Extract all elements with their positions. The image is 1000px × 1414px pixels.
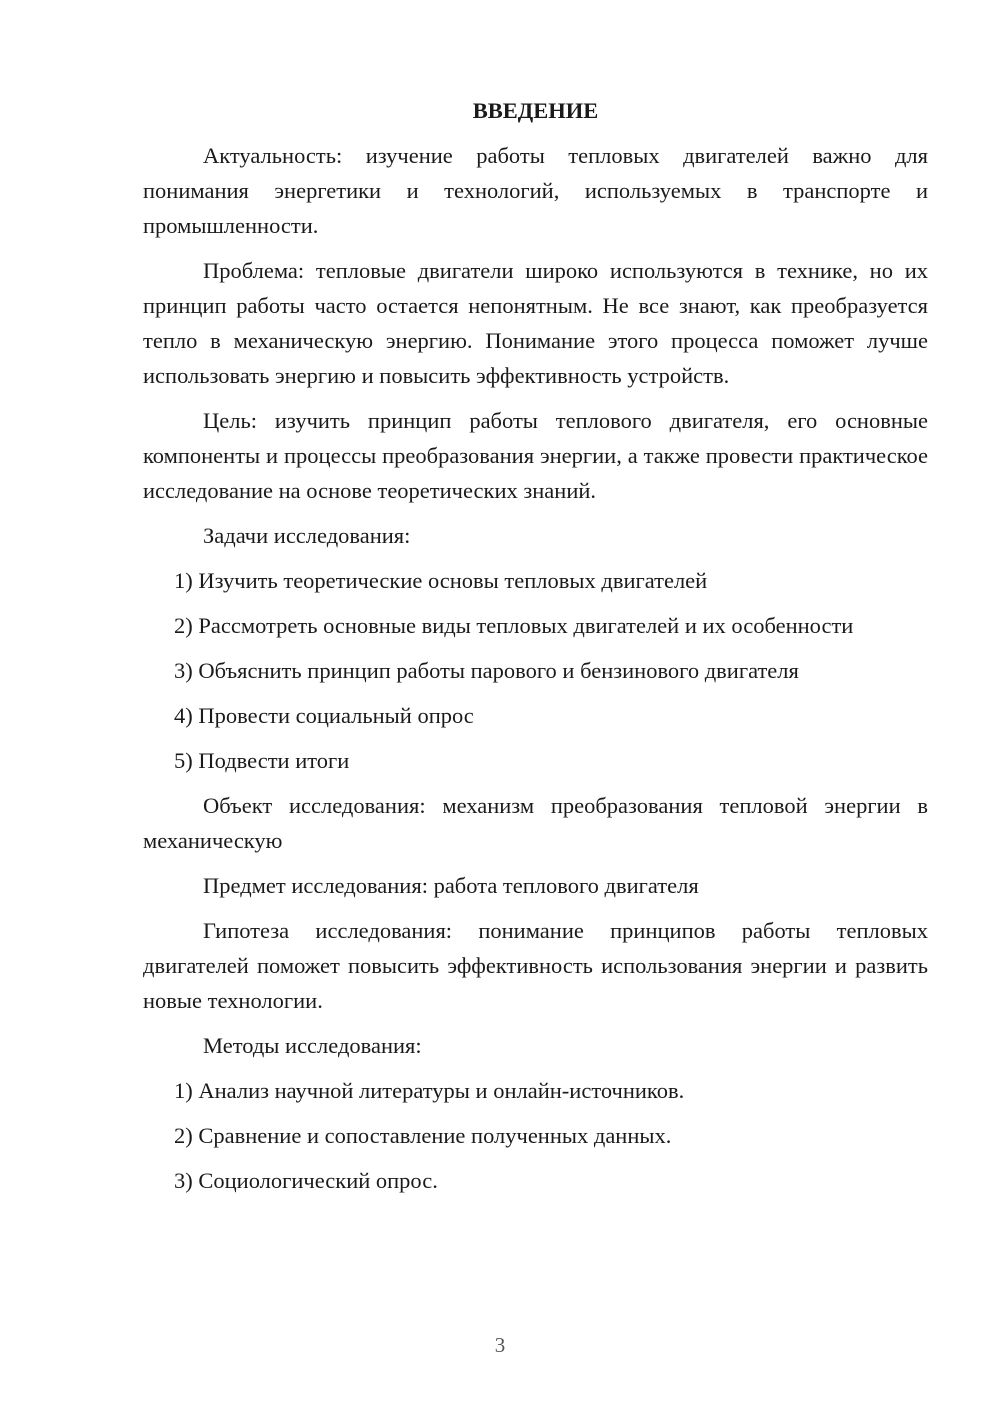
method-item: 3) Социологический опрос.: [174, 1168, 438, 1193]
task-item: 3) Объяснить принцип работы парового и бензинового двигателя: [174, 658, 799, 683]
hypothesis-paragraph: Гипотеза исследования: понимание принципов работы тепловых двигателей поможет повысить эффективность использования энергии и развить новые технологии.: [143, 918, 928, 1013]
relevance-paragraph: Актуальность: изучение работы тепловых двигателей важно для понимания энергетики и технологий, используемых в транспорте и промышленности.: [143, 143, 928, 238]
page-content: [143, 94, 928, 1208]
method-item: 2) Сравнение и сопоставление полученных данных.: [174, 1123, 672, 1148]
object-paragraph: Объект исследования: механизм преобразования тепловой энергии в механическую: [143, 793, 928, 853]
method-item: 1) Анализ научной литературы и онлайн-источников.: [174, 1078, 685, 1103]
goal-paragraph: Цель: изучить принцип работы теплового двигателя, его основные компоненты и процессы преобразования энергии, а также провести практическое исследование на основе теоретических знаний.: [143, 408, 928, 503]
subject-paragraph: Предмет исследования: работа теплового двигателя: [203, 873, 699, 898]
task-item: 4) Провести социальный опрос: [174, 703, 474, 728]
task-item: 5) Подвести итоги: [174, 748, 350, 773]
methods-heading: Методы исследования:: [203, 1033, 422, 1058]
page-number: 3: [494, 1333, 506, 1357]
problem-paragraph: Проблема: тепловые двигатели широко используются в технике, но их принцип работы часто остается непонятным. Не все знают, как преобразуется тепло в механическую энергию. Понимание этого процесса поможет лучше использовать энергию и повысить эффективность устройств.: [143, 258, 928, 388]
task-item: 2) Рассмотреть основные виды тепловых двигателей и их особенности: [174, 613, 854, 638]
task-item: 1) Изучить теоретические основы тепловых двигателей: [174, 568, 708, 593]
section-title: ВВЕДЕНИЕ: [472, 98, 599, 123]
tasks-heading: Задачи исследования:: [203, 523, 411, 548]
